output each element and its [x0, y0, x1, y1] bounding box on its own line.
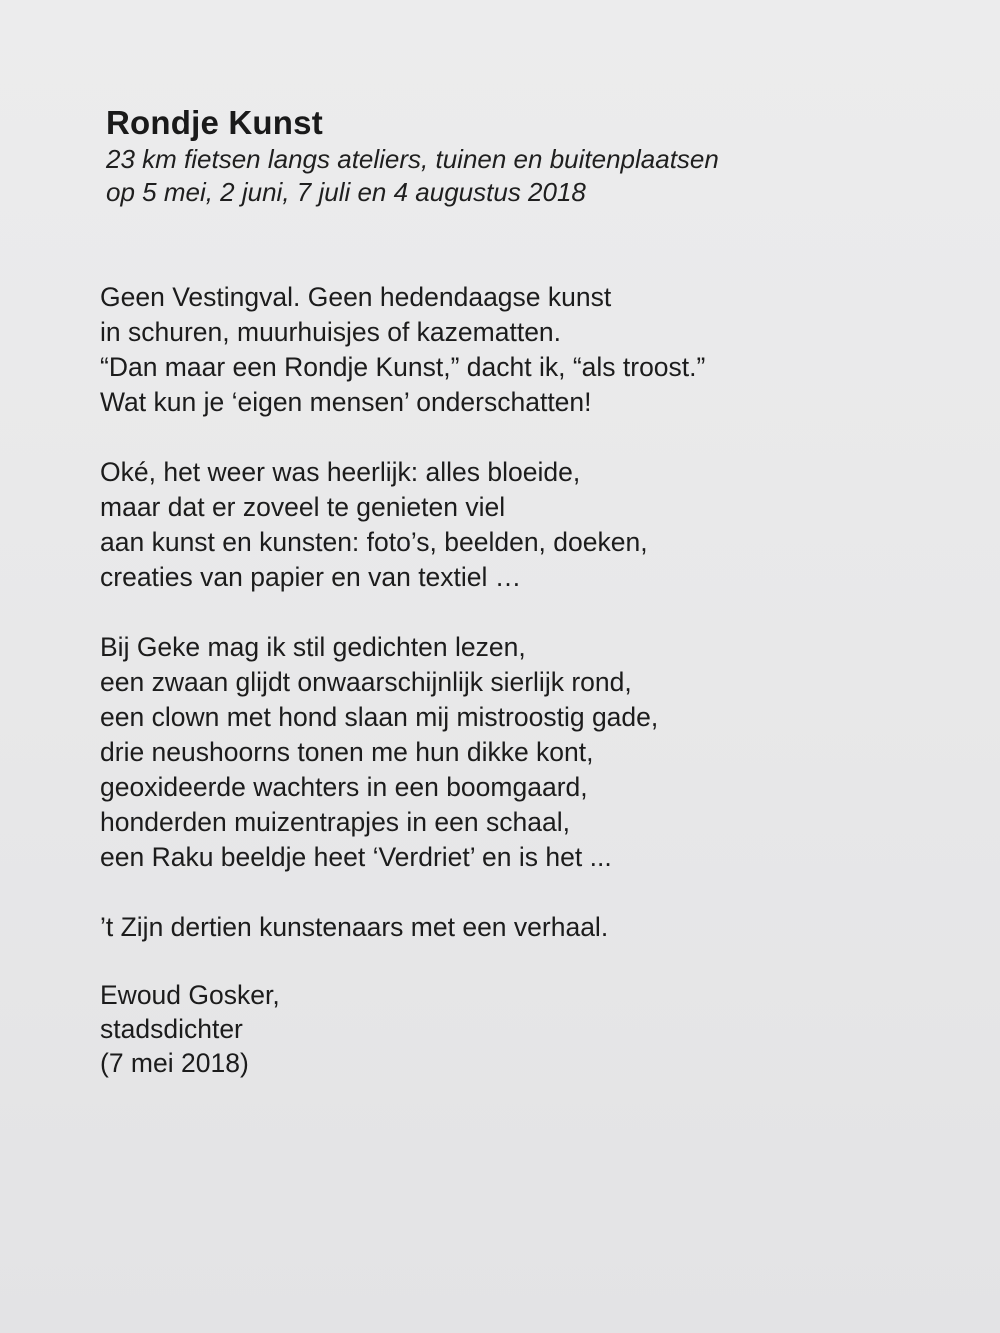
poem-line: een zwaan glijdt onwaarschijnlijk sierlijk rond, [100, 667, 632, 697]
poem-line: “Dan maar een Rondje Kunst,” dacht ik, “als troost.” [100, 352, 706, 382]
poem-line: honderden muizentrapjes in een schaal, [100, 807, 570, 837]
poem-line: een Raku beeldje heet ‘Verdriet’ en is het ... [100, 842, 612, 872]
subtitle-dates: op 5 mei, 2 juni, 7 juli en 4 augustus 2018 [106, 177, 586, 207]
poem-line: drie neushoorns tonen me hun dikke kont, [100, 737, 594, 767]
signature-block [100, 978, 700, 1080]
author-role: stadsdichter [100, 1014, 243, 1044]
poem-line: ’t Zijn dertien kunstenaars met een verhaal. [100, 912, 609, 942]
poem-line: creaties van papier en van textiel … [100, 562, 522, 592]
poem-line: Oké, het weer was heerlijk: alles bloeide, [100, 457, 581, 487]
poem-line: aan kunst en kunsten: foto’s, beelden, doeken, [100, 527, 648, 557]
poem-line: Geen Vestingval. Geen hedendaagse kunst [100, 282, 612, 312]
subtitle-route: 23 km fietsen langs ateliers, tuinen en buitenplaatsen [106, 144, 719, 174]
stanza-2 [100, 455, 960, 595]
stanza-3 [100, 630, 960, 875]
poem-line: in schuren, muurhuisjes of kazematten. [100, 317, 562, 347]
poem-line: een clown met hond slaan mij mistroostig gade, [100, 702, 659, 732]
poem-body [100, 280, 960, 980]
poem-line: maar dat er zoveel te genieten viel [100, 492, 506, 522]
stanza-4 [100, 910, 960, 945]
stanza-1 [100, 280, 960, 420]
poem-line: Wat kun je ‘eigen mensen’ onderschatten! [100, 387, 592, 417]
poem-title: Rondje Kunst [106, 104, 323, 141]
poem-line: Bij Geke mag ik stil gedichten lezen, [100, 632, 526, 662]
poem-date: (7 mei 2018) [100, 1048, 249, 1078]
poem-line: geoxideerde wachters in een boomgaard, [100, 772, 588, 802]
poem-header [106, 103, 966, 209]
author-name: Ewoud Gosker, [100, 980, 280, 1010]
